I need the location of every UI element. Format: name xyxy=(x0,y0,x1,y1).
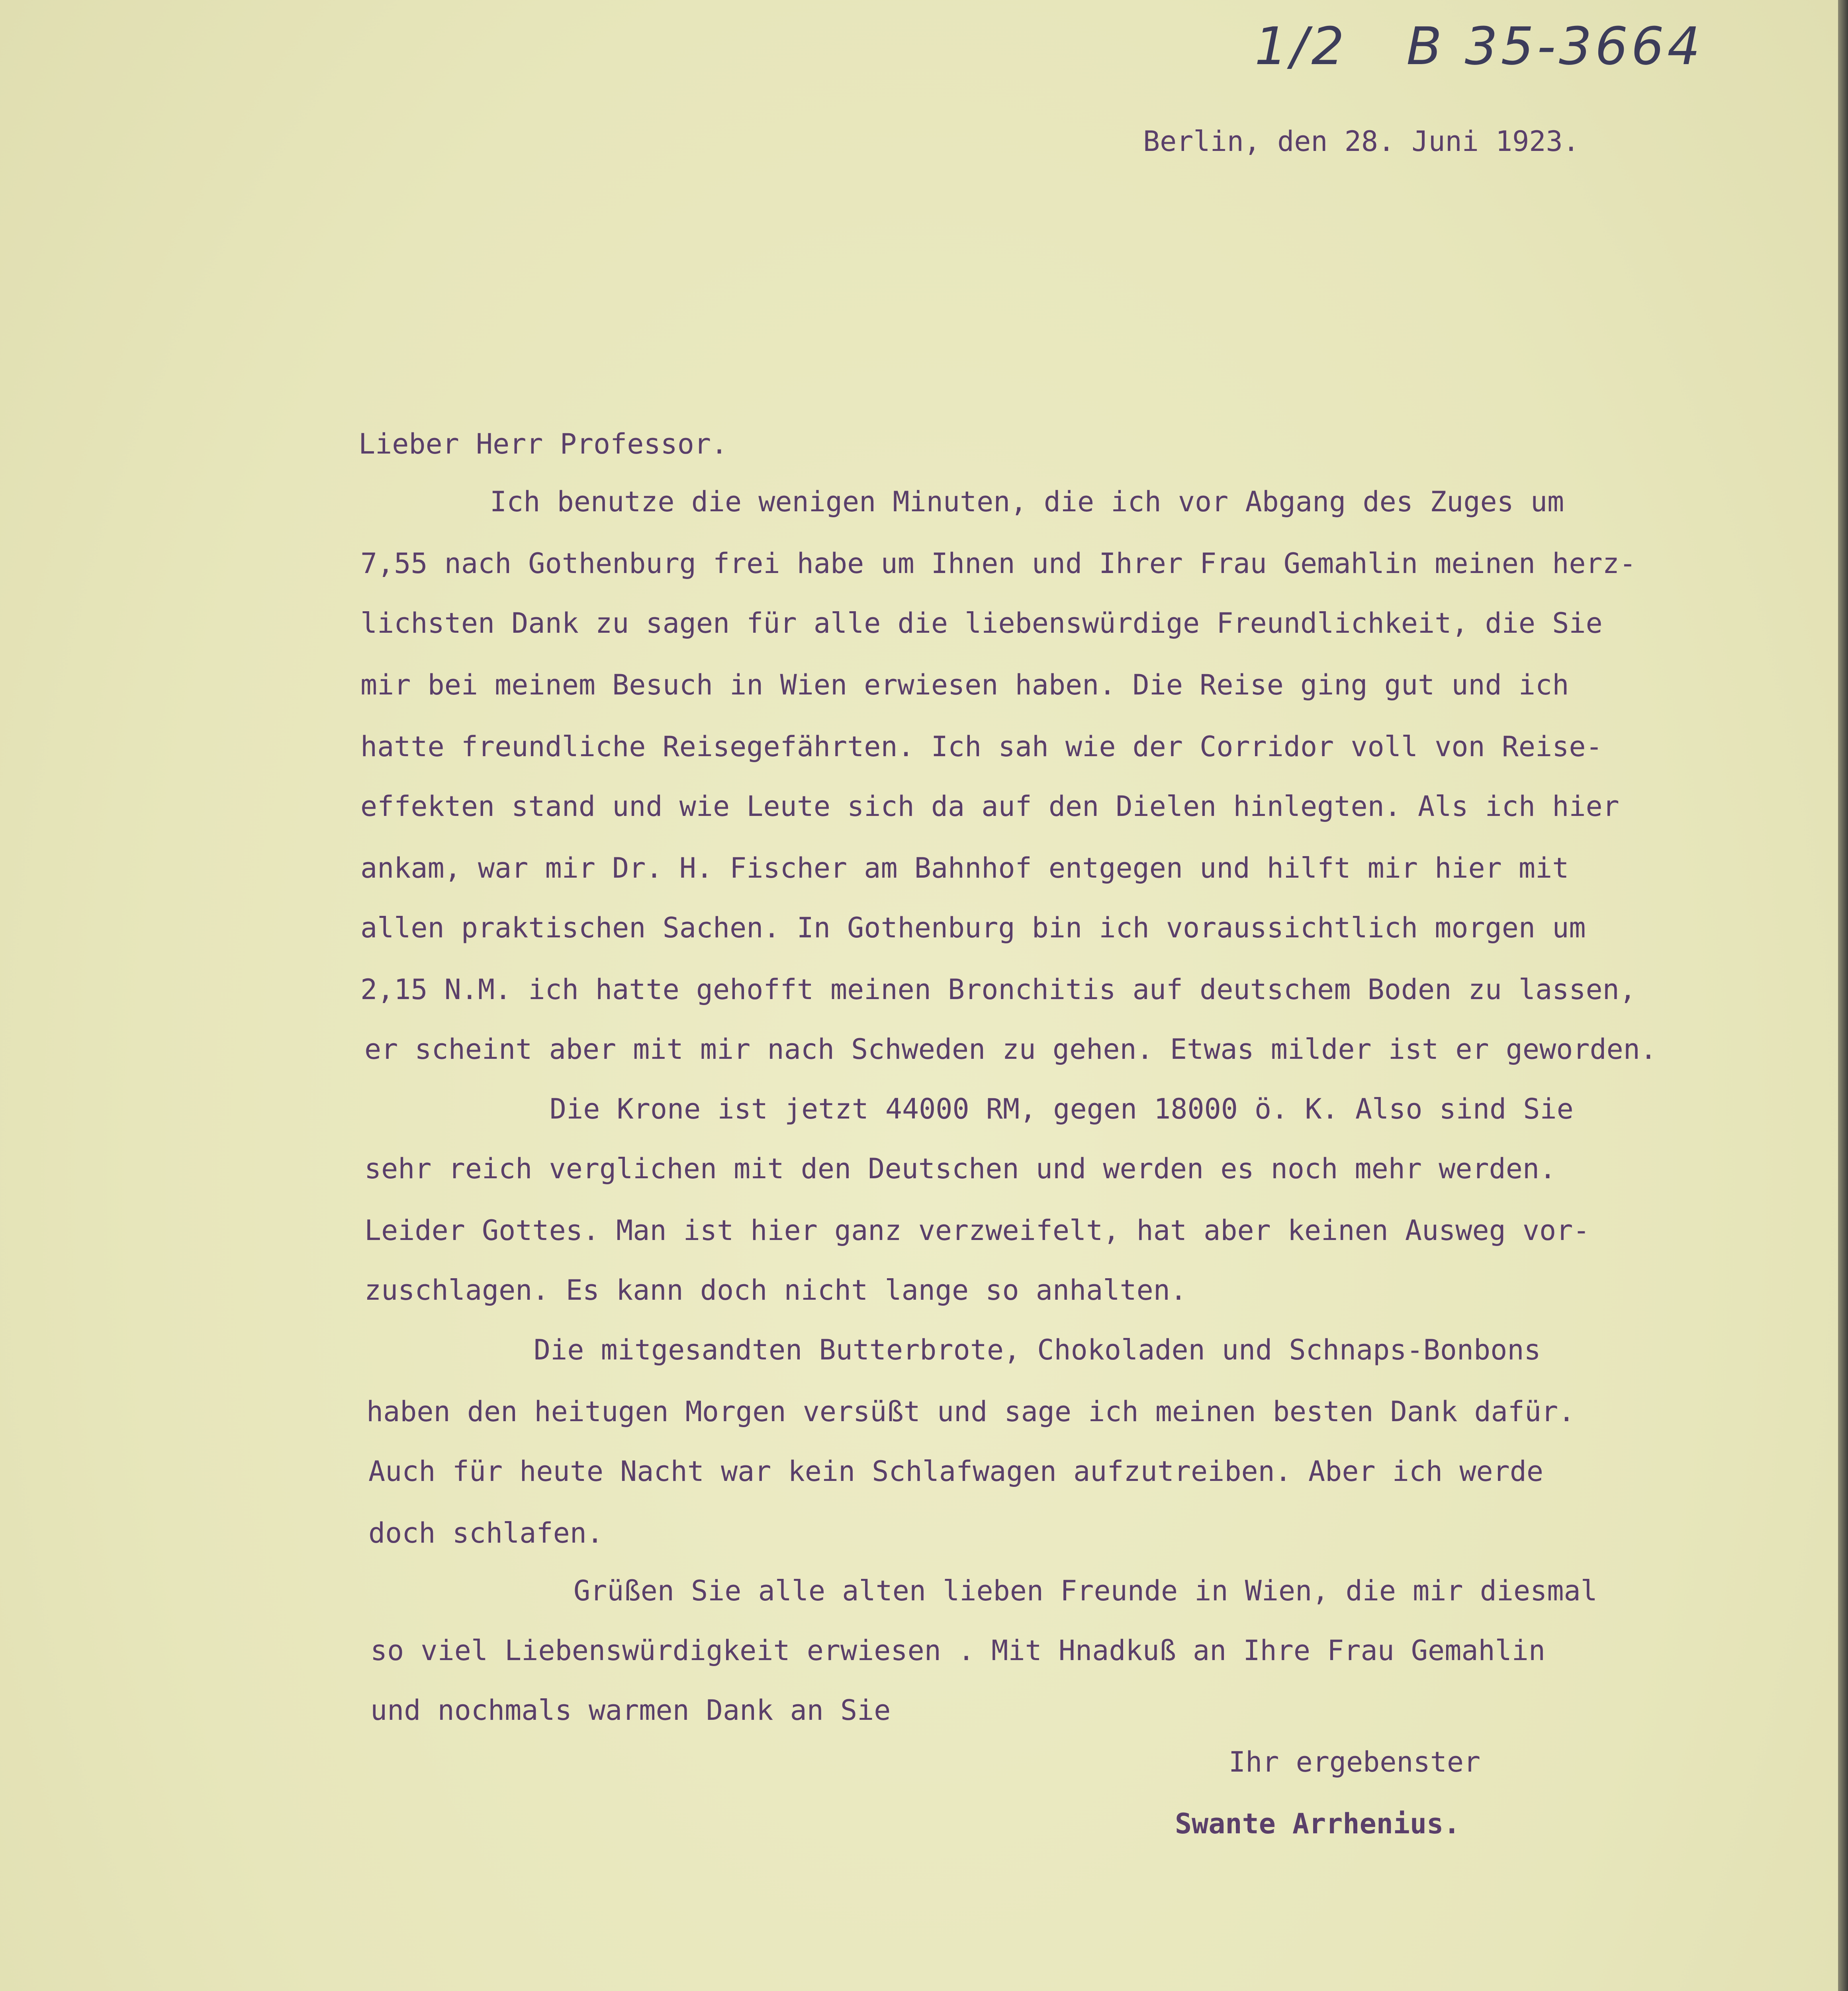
body-line: 2,15 N.M. ich hatte gehofft meinen Bronchitis auf deutschem Boden zu lassen, xyxy=(360,973,1636,1006)
body-line: Ich benutze die wenigen Minuten, die ich vor Abgang des Zuges um xyxy=(490,485,1564,518)
body-line: Grüßen Sie alle alten lieben Freunde in Wien, die mir diesmal xyxy=(574,1574,1597,1607)
dateline: Berlin, den 28. Juni 1923. xyxy=(1143,125,1580,158)
page-edge-shadow xyxy=(1838,0,1848,1991)
body-line: hatte freundliche Reisegefährten. Ich sah wie der Corridor voll von Reise- xyxy=(360,730,1603,763)
body-line: doch schlafen. xyxy=(368,1517,604,1549)
body-line: und nochmals warmen Dank an Sie xyxy=(370,1694,891,1727)
body-line: so viel Liebenswürdigkeit erwiesen . Mit Hnadkuß an Ihre Frau Gemahlin xyxy=(370,1634,1546,1667)
body-line: Leider Gottes. Man ist hier ganz verzweifelt, hat aber keinen Ausweg vor- xyxy=(364,1214,1590,1247)
body-line: haben den heitugen Morgen versüßt und sage ich meinen besten Dank dafür. xyxy=(366,1395,1575,1428)
body-line: Die Krone ist jetzt 44000 RM, gegen 18000 ö. K. Also sind Sie xyxy=(550,1093,1574,1125)
body-line: Auch für heute Nacht war kein Schlafwagen aufzutreiben. Aber ich werde xyxy=(368,1455,1544,1488)
closing: Ihr ergebenster xyxy=(1229,1746,1481,1778)
body-line: Die mitgesandten Butterbrote, Chokoladen und Schnaps-Bonbons xyxy=(534,1334,1541,1366)
body-line: er scheint aber mit mir nach Schweden zu gehen. Etwas milder ist er geworden. xyxy=(364,1033,1657,1066)
salutation: Lieber Herr Professor. xyxy=(358,428,728,460)
body-line: ankam, war mir Dr. H. Fischer am Bahnhof entgegen und hilft mir hier mit xyxy=(360,852,1569,884)
archive-number: 1/2 B 35-3664 xyxy=(1255,16,1703,76)
body-line: mir bei meinem Besuch in Wien erwiesen haben. Die Reise ging gut und ich xyxy=(360,669,1569,701)
body-line: allen praktischen Sachen. In Gothenburg bin ich voraussichtlich morgen um xyxy=(360,911,1586,944)
signature: Swante Arrhenius. xyxy=(1175,1807,1460,1840)
body-line: zuschlagen. Es kann doch nicht lange so anhalten. xyxy=(364,1274,1187,1306)
body-line: lichsten Dank zu sagen für alle die liebenswürdige Freundlichkeit, die Sie xyxy=(360,607,1603,640)
body-line: sehr reich verglichen mit den Deutschen und werden es noch mehr werden. xyxy=(364,1152,1556,1185)
body-line: 7,55 nach Gothenburg frei habe um Ihnen und Ihrer Frau Gemahlin meinen herz- xyxy=(360,547,1636,580)
body-line: effekten stand und wie Leute sich da auf den Dielen hinlegten. Als ich hier xyxy=(360,790,1619,823)
